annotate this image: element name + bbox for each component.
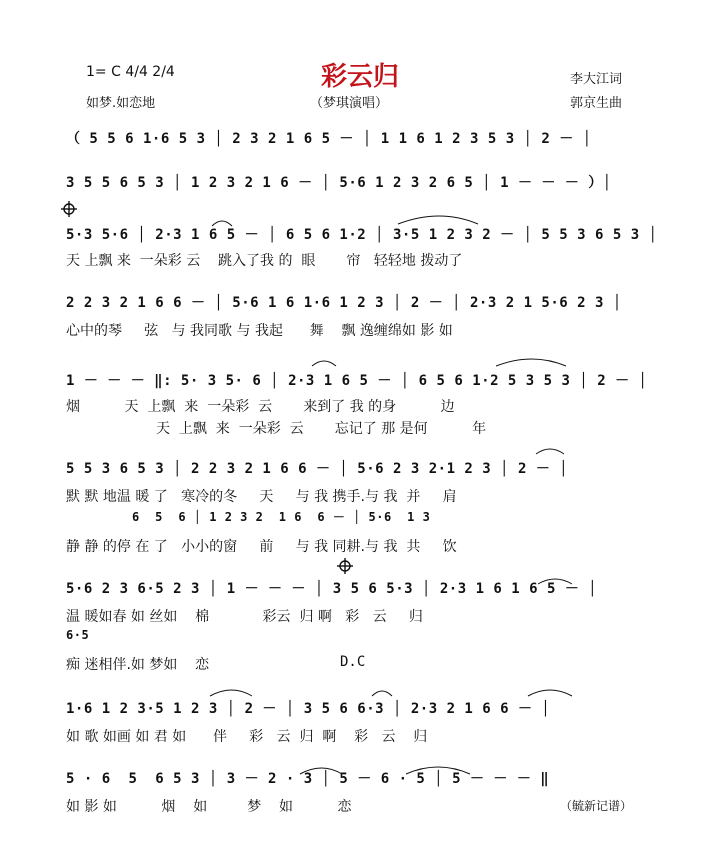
- notation-line-6: 5 5 3 6 5 3 │ 2 2 3 2 1 6 6 － │ 5·6 2 3 2·1 2 3 │ 2 － │: [66, 461, 569, 477]
- notation-line-7: 5·6 2 3 6·5 2 3 │ 1 － － － │ 3 5 6 5·3 │ 2·3 1 6 1 6 5 － │: [66, 581, 598, 597]
- da-capo-mark: D.C: [340, 654, 366, 670]
- lyric-line-6a: 默 默 地温 暖 了 寒冷的冬 天 与 我 携手.与 我 并 肩: [66, 489, 457, 505]
- coda-sign-icon: [337, 558, 353, 574]
- notation-line-5: 1 － － － ‖: 5· 3 5· 6 │ 2·3 1 6 5 － │ 6 5 6 1·2 5 3 5 3 │ 2 － │: [66, 373, 648, 389]
- key-signature: 1= C 4/4 2/4: [86, 64, 175, 80]
- notation-line-9: 5 · 6 5 6 5 3 │ 3 － 2 · 3 │ 5 － 6 · 5 │ 5 － － － ‖: [66, 771, 550, 787]
- notation-line-8: 1·6 1 2 3·5 1 2 3 │ 2 － │ 3 5 6 6·3 │ 2·3 2 1 6 6 － │: [66, 701, 551, 717]
- lyric-line-5a: 烟 天 上飘 来 一朵彩 云 来到了 我 的身 边: [66, 399, 455, 415]
- notation-line-4: 2 2 3 2 1 6 6 － │ 5·6 1 6 1·6 1 2 3 │ 2 － │ 2·3 2 1 5·6 2 3 │: [66, 295, 622, 311]
- lyric-line-5b: 天 上飘 来 一朵彩 云 忘记了 那 是何 年: [156, 421, 487, 437]
- singer-credit: （梦琪演唱）: [310, 96, 389, 111]
- lyric-line-4: 心中的琴 弦 与 我同歌 与 我起 舞 飘 逸缠绵如 影 如: [66, 323, 453, 339]
- notation-line-7b: 6·5: [66, 628, 90, 642]
- notation-line-1: （ 5 5 6 1·6 5 3 │ 2 3 2 1 6 5 － │ 1 1 6 1 2 3 5 3 │ 2 － │: [66, 131, 592, 147]
- lyric-line-6b: 静 静 的停 在 了 小小的窗 前 与 我 同耕.与 我 共 饮: [66, 539, 457, 555]
- lyric-line-7a: 温 暖如春 如 丝如 棉 彩云 归 啊 彩 云 归: [66, 609, 423, 625]
- lyricist-credit: 李大江词: [570, 72, 623, 87]
- performance-note: 如梦.如恋地: [86, 96, 156, 111]
- notation-line-6b: 6 5 6 │ 1 2 3 2 1 6 6 － │ 5·6 1 3: [132, 510, 431, 524]
- lyric-line-7b: 痴 迷相伴.如 梦如 恋: [66, 657, 210, 673]
- notation-line-2: 3 5 5 6 5 3 │ 1 2 3 2 1 6 － │ 5·6 1 2 3 2 6 5 │ 1 － － － ）│: [66, 175, 612, 191]
- transcriber-credit: （毓新记谱）: [560, 799, 633, 813]
- composer-credit: 郭京生曲: [570, 96, 623, 111]
- notation-line-3: 5·3 5·6 │ 2·3 1 6 5 － │ 6 5 6 1·2 │ 3·5 1 2 3 2 － │ 5 5 3 6 5 3 │: [66, 227, 658, 243]
- lyric-line-9: 如 影 如 烟 如 梦 如 恋: [66, 799, 352, 815]
- song-title: 彩云归: [320, 62, 399, 92]
- lyric-line-3: 天 上飘 来 一朵彩 云 跳入了我 的 眼 帘 轻轻地 拨动了: [66, 253, 463, 269]
- coda-sign-icon: [61, 201, 77, 217]
- lyric-line-8: 如 歌 如画 如 君 如 伴 彩 云 归 啊 彩 云 归: [66, 729, 428, 745]
